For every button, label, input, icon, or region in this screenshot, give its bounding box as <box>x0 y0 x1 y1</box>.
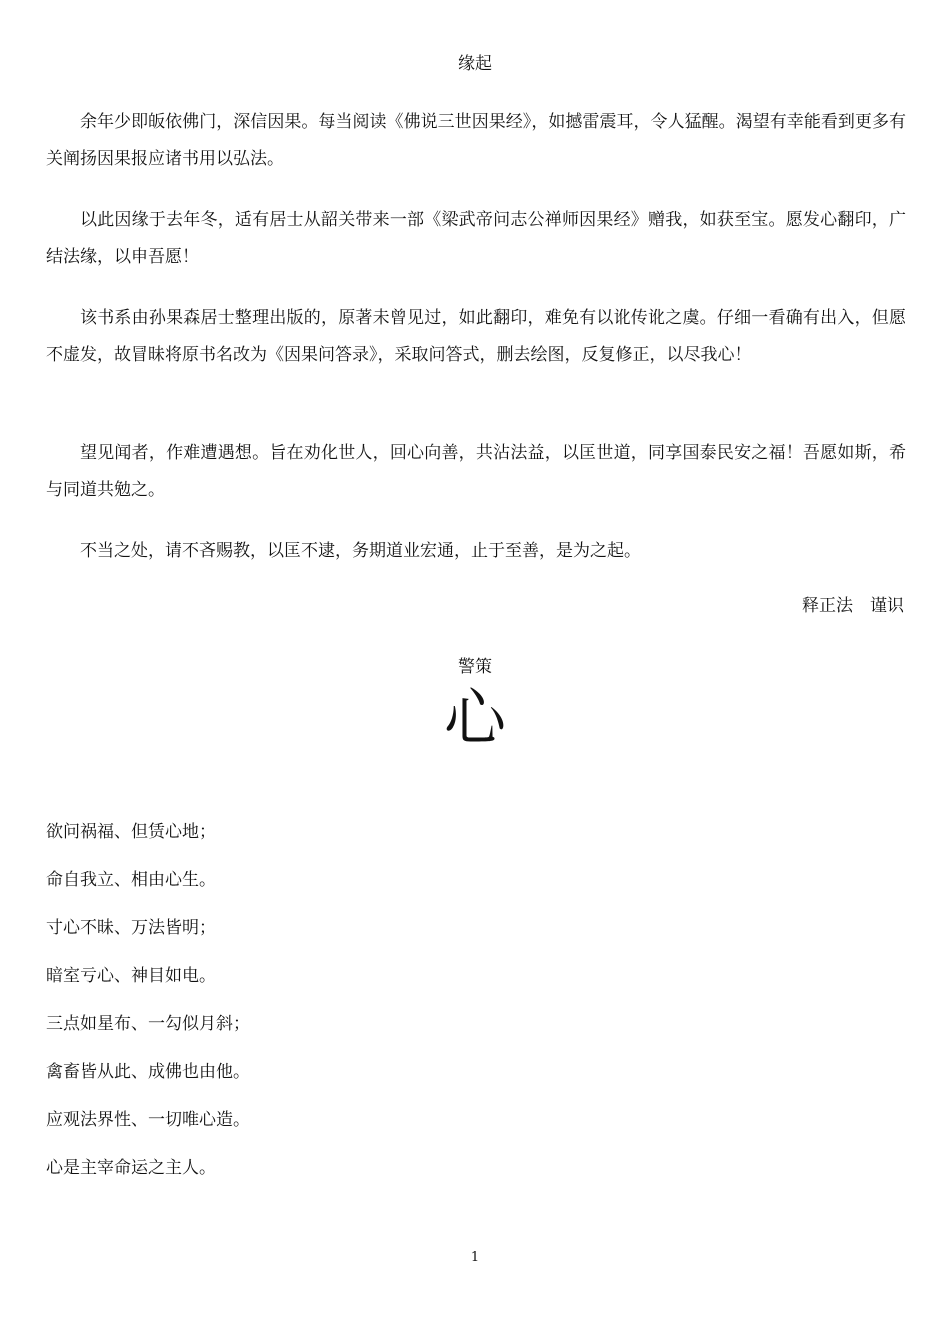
preface-paragraph-4: 望见闻者，作难遭遇想。旨在劝化世人，回心向善，共沾法益，以匡世道，同享国泰民安之福！吾愿如斯，希与同道共勉之。 <box>46 443 906 500</box>
admonition-title: 警策 <box>458 657 492 677</box>
preface-paragraph-2: 以此因缘于去年冬，适有居士从韶关带来一部《梁武帝问志公禅师因果经》赠我，如获至宝。愿发心翻印，广结法缘，以申吾愿！ <box>46 210 906 267</box>
page-number: 1 <box>470 1250 480 1265</box>
verse-line: 三点如星布、一勾似月斜； <box>46 1014 250 1034</box>
verse-line: 暗室亏心、神目如电。 <box>46 966 216 986</box>
admonition-big-character: 心 <box>443 681 506 754</box>
verse-line: 寸心不昧、万法皆明； <box>46 918 216 938</box>
verse-line: 心是主宰命运之主人。 <box>46 1158 216 1178</box>
preface-paragraph-5: 不当之处，请不吝赐教，以匡不逮，务期道业宏通，止于至善，是为之起。 <box>80 541 641 561</box>
preface-title: 缘起 <box>458 54 492 74</box>
verse-line: 禽畜皆从此、成佛也由他。 <box>46 1062 250 1082</box>
preface-paragraph-1: 余年少即皈依佛门，深信因果。每当阅读《佛说三世因果经》，如撼雷震耳，令人猛醒。渴望有幸能看到更多有关阐扬因果报应诸书用以弘法。 <box>46 112 906 169</box>
verse-line: 命自我立、相由心生。 <box>46 870 216 890</box>
preface-paragraph-3: 该书系由孙果森居士整理出版的，原著未曾见过，如此翻印，难免有以讹传讹之虞。仔细一看确有出入，但愿不虚发，故冒昧将原书名改为《因果问答录》，采取问答式，删去绘图，反复修正，以尽我心！ <box>46 308 906 365</box>
verse-line: 欲问祸福、但赁心地； <box>46 822 216 842</box>
admonition-verse-list <box>46 822 250 1206</box>
verse-line: 应观法界性、一切唯心造。 <box>46 1110 250 1130</box>
preface-signature: 释正法 谨识 <box>802 596 904 616</box>
